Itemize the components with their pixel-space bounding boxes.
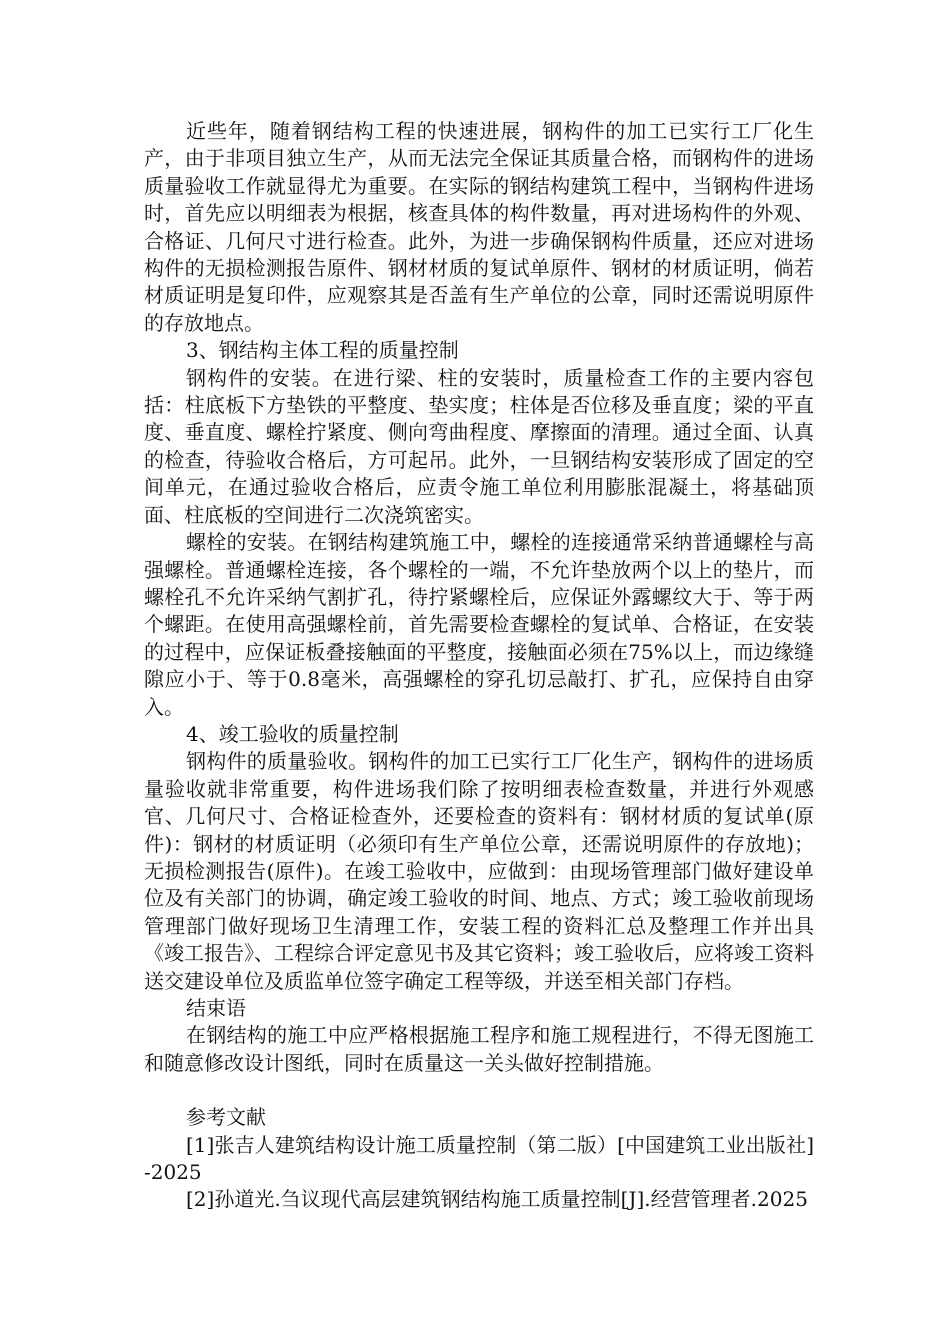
- section-heading-completion-acceptance: 4、竣工验收的质量控制: [186, 721, 399, 746]
- paragraph-steel-component-entry: 近些年，随着钢结构工程的快速进展，钢构件的加工已实行工厂化生产，由于非项目独立生产，从而无法完全保证其质量合格，而钢构件的进场质量验收工作就显得尤为重要。在实际的钢结构建筑工程中，当钢构件进场时，首先应以明细表为根据，核查具体的构件数量，再对进场构件的外观、合格证、几何尺寸进行检查。此外，为进一步确保钢构件质量，还应对进场构件的无损检测报告原件、钢材材质的复试单原件、钢材的材质证明，倘若材质证明是复印件，应观察其是否盖有生产单位的公章，同时还需说明原件的存放地点。: [144, 119, 814, 335]
- document-body: [144, 118, 814, 1214]
- section-heading-main-structure: 3、钢结构主体工程的质量控制: [186, 338, 459, 363]
- references-heading: 参考文献: [186, 1105, 266, 1130]
- reference-item: [2]孙道光.刍议现代高层建筑钢结构施工质量控制[J].经营管理者.2025: [186, 1187, 808, 1212]
- reference-item: [1]张吉人建筑结构设计施工质量控制（第二版）[中国建筑工业出版社]-2025: [144, 1132, 814, 1185]
- paragraph-bolt-installation: 螺栓的安装。在钢结构建筑施工中，螺栓的连接通常采纳普通螺栓与高强螺栓。普通螺栓连接，各个螺栓的一端，不允许垫放两个以上的垫片，而螺栓孔不允许采纳气割扩孔，待拧紧螺栓后，应保证外露螺纹大于、等于两个螺距。在使用高强螺栓前，首先需要检查螺栓的复试单、合格证，在安装的过程中，应保证板叠接触面的平整度，接触面必须在75%以上，而边缘缝隙应小于、等于0.8毫米，高强螺栓的穿孔切忌敲打、扩孔，应保持自由穿入。: [144, 530, 814, 719]
- paragraph-component-installation: 钢构件的安装。在进行梁、柱的安装时，质量检查工作的主要内容包括：柱底板下方垫铁的平整度、垫实度；柱体是否位移及垂直度；梁的平直度、垂直度、螺栓拧紧度、侧向弯曲程度、摩擦面的清理。通过全面、认真的检查，待验收合格后，方可起吊。此外，一旦钢结构安装形成了固定的空间单元，在通过验收合格后，应责令施工单位利用膨胀混凝土，将基础顶面、柱底板的空间进行二次浇筑密实。: [144, 365, 814, 527]
- paragraph-quality-acceptance: 钢构件的质量验收。钢构件的加工已实行工厂化生产，钢构件的进场质量验收就非常重要，构件进场我们除了按明细表检查数量，并进行外观感官、几何尺寸、合格证检查外，还要检查的资料有：钢材材质的复试单(原件)：钢材的材质证明（必须印有生产单位公章，还需说明原件的存放地)；无损检测报告(原件)。在竣工验收中，应做到：由现场管理部门做好建设单位及有关部门的协调，确定竣工验收的时间、地点、方式；竣工验收前现场管理部门做好现场卫生清理工作，安装工程的资料汇总及整理工作并出具《竣工报告》、工程综合评定意见书及其它资料；竣工验收后，应将竣工资料送交建设单位及质监单位签字确定工程等级，并送至相关部门存档。: [144, 749, 814, 993]
- spacer: [144, 1077, 814, 1104]
- section-heading-conclusion: 结束语: [186, 996, 246, 1020]
- paragraph-conclusion: 在钢结构的施工中应严格根据施工程序和施工规程进行，不得无图施工和随意修改设计图纸，同时在质量这一关头做好控制措施。: [144, 1023, 814, 1075]
